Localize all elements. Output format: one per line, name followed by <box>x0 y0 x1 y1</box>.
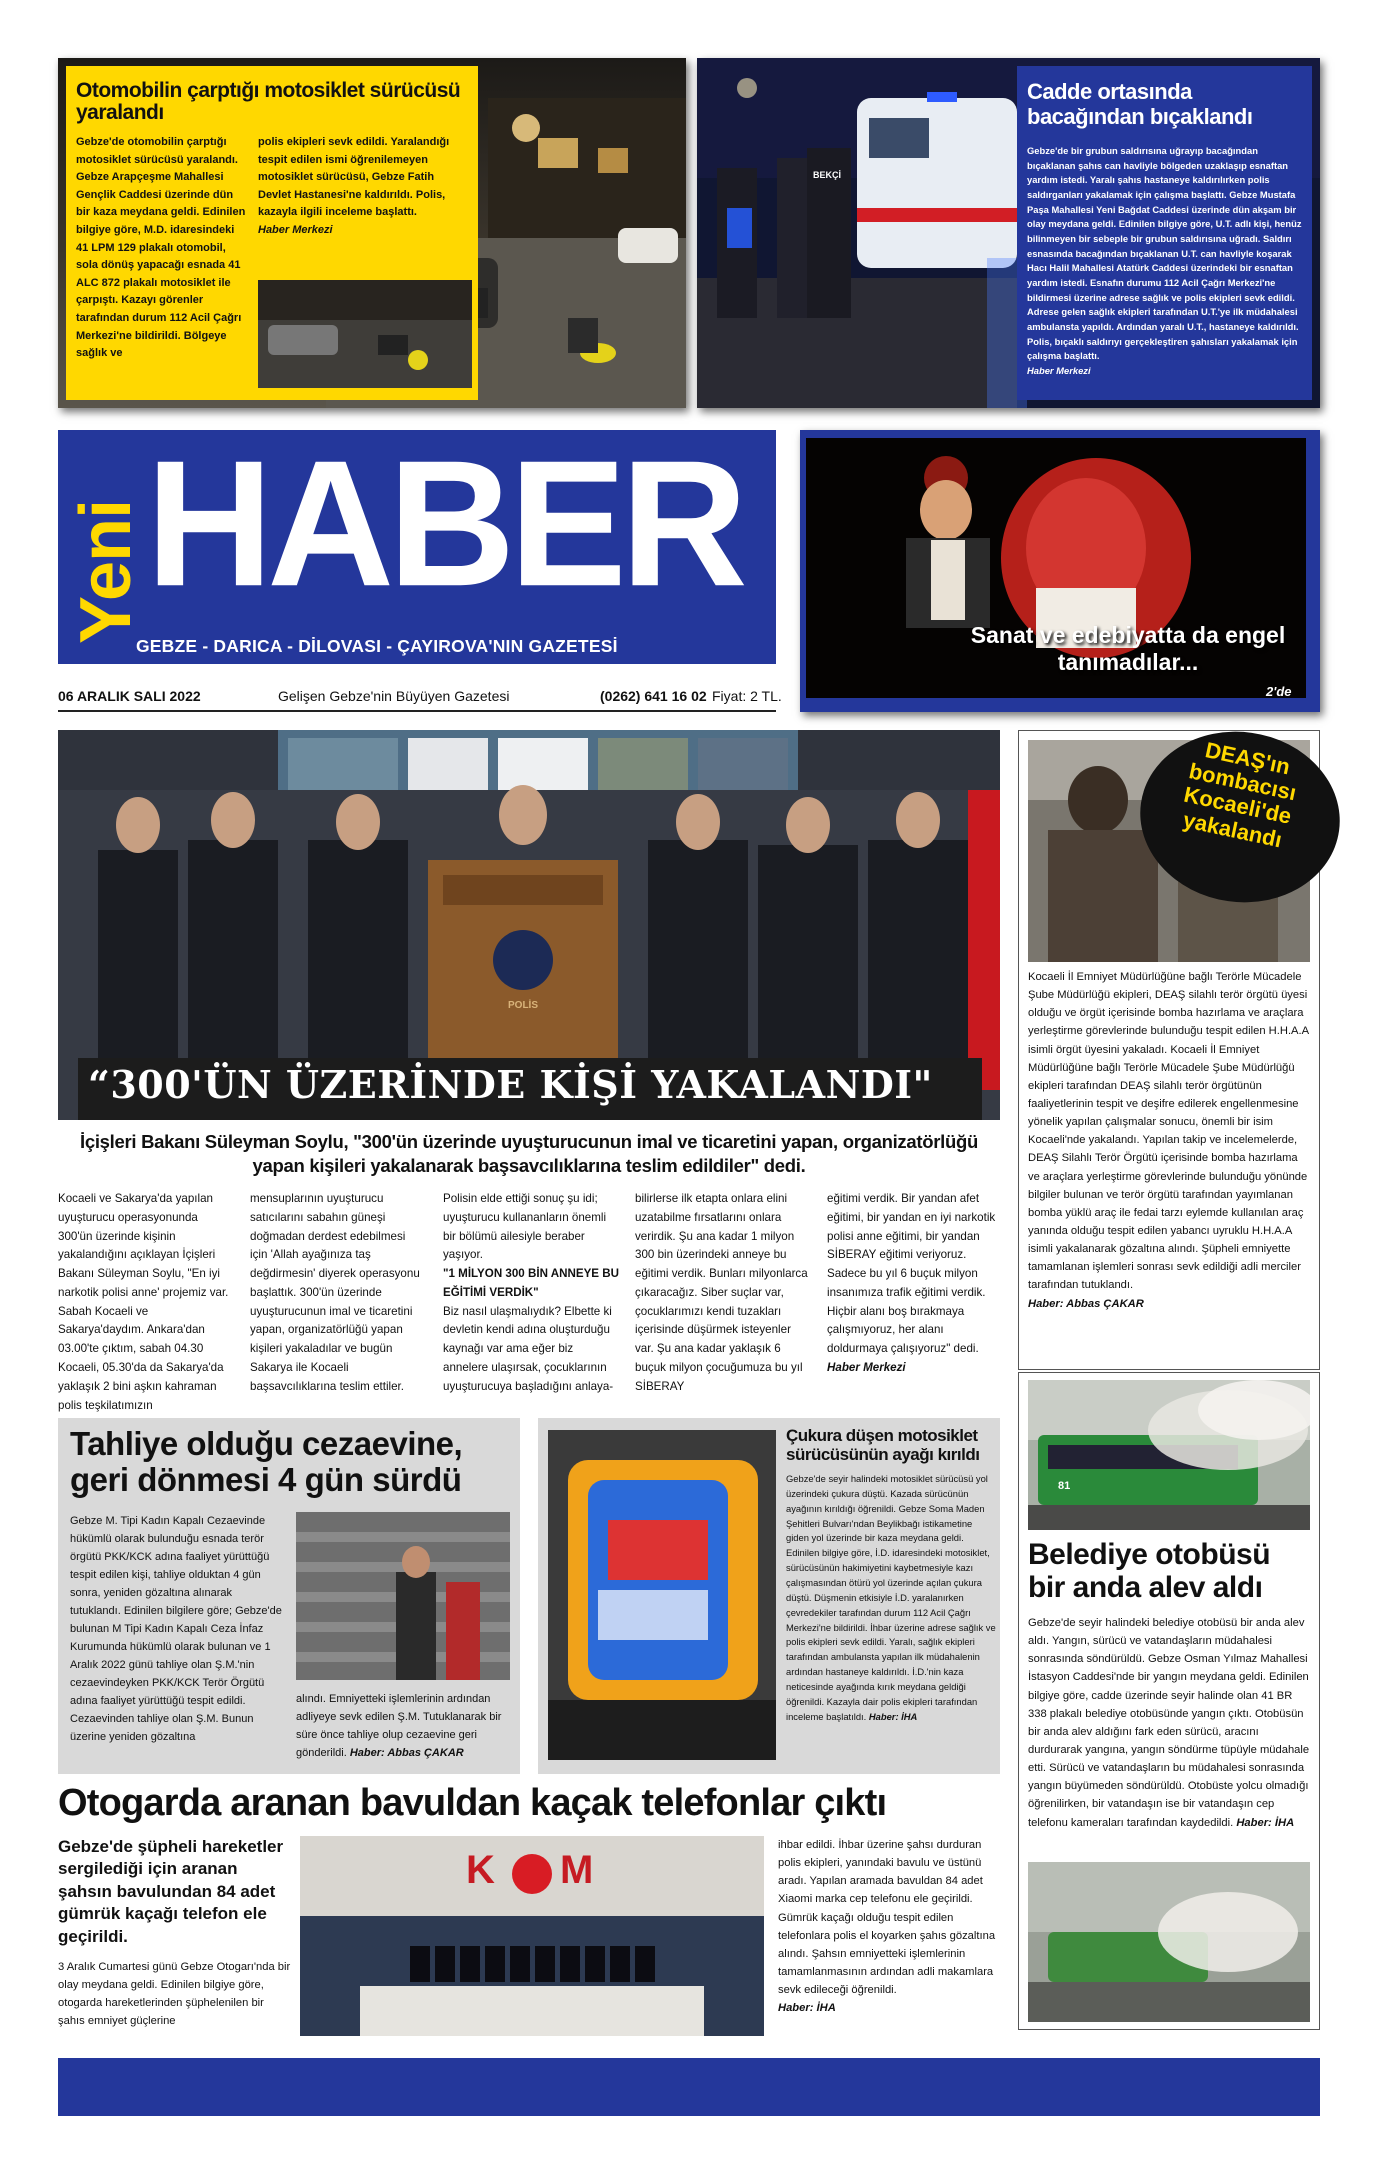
main-headline: “300'ÜN ÜZERİNDE KİŞİ YAKALANDI" <box>88 1062 933 1107</box>
otogar-lead: Gebze'de şüpheli hareketler sergilediği için aranan şahsın bavulundan 84 adet gümrük kaçağı telefon ele geçirildi. <box>58 1837 284 1946</box>
bus-fire-photo-2 <box>1028 1862 1310 2022</box>
tahliye-col2: alındı. Emniyetteki işlemlerinin ardından adliyeye sevk edilen Ş.M. Tutuklanarak bir süre önce tahliye olup cezaevine geri gönderildi. <box>296 1693 502 1760</box>
masthead-phone: (0262) 641 16 02 <box>600 688 707 704</box>
otogar-byline: Haber: İHA <box>778 2002 836 2015</box>
accident-inset-photo <box>258 280 472 388</box>
otobus-byline: Haber: İHA <box>1236 1816 1295 1829</box>
footer-bar <box>58 2058 1320 2116</box>
masthead-info-divider <box>58 710 776 712</box>
top-left-story <box>58 58 686 408</box>
masthead-date: 06 ARALIK SALI 2022 <box>58 688 201 704</box>
tahliye-col2-block <box>296 1690 512 1762</box>
main-byline: Haber Merkezi <box>827 1361 906 1375</box>
cukur-headline: Çukura düşen motosiklet sürücüsünün ayağı kırıldı <box>786 1426 980 1465</box>
main-col2: mensuplarının uyuşturucu satıcılarını sabahın güneşi doğmadan derdest edebilmesi için 'Allah ayağınıza taş değdirmesin' diyerek operasyonu başlattık. 300'ün üzerinde uyuşturucunun imal ve ticaretini yapan, organizatörlüğü yapan kişileri yakaladılar ve bugün Sakarya ile Kocaeli başsavcılıklarına teslim ettiler. <box>250 1192 420 1393</box>
top-right-body: Gebze'de bir grubun saldırısına uğrayıp bacağından bıçaklanan şahıs can havliyle bölgeden uzaklaşıp esnaftan yardım istedi. Yaralı şahıs hastaneye kaldırılırken polis saldırganları yakalamak için çalışma başlattı. Gebze Mustafa Paşa Mahallesi Yeni Bağdat Caddesi üzerinde dün akşam bir olay meydana geldi. Edinilen bilgiye göre, U.T. adlı kişi, henüz bilinmeyen bir sebeple bir grubun saldırısına uğradı. Saldırı esnasında bacağından bıçaklanan U.T. can havliyle koşarak Hacı Halil Mahallesi Atatürk Caddesi üzerindeki bir esnaftan yardım istedi. Esnafın durumu 112 Acil Çağrı Merkezi'ne bildirmesi üzerine adrese sağlık ve polis ekipleri sevk edildi. Adrese gelen sağlık ekipleri tarafından U.T.'ye ilk müdahalesi ambulansta yapıldı. Ardından yaralı U.T., hastaneye kaldırıldı. Polis, bıçaklı saldırıyı gerçekleştiren şahısları yakalamak için çalışma başlattı. <box>1027 145 1302 362</box>
masthead-yeni: Yeni <box>66 499 146 644</box>
otogar-headline: Otogarda aranan bavuldan kaçak telefonlar çıktı <box>58 1782 887 1824</box>
podium-label: POLİS <box>508 1000 539 1011</box>
bus-fire-photo-1 <box>1028 1380 1310 1530</box>
cukur-byline: Haber: İHA <box>868 1710 918 1722</box>
masthead-subtitle: GEBZE - DARICA - DİLOVASI - ÇAYIROVA'NIN GAZETESİ <box>136 636 618 656</box>
top-right-headline: Cadde ortasında bacağından bıçaklandı <box>1027 79 1253 129</box>
main-col3-text-a: Polisin elde ettiği sonuç şu idi; uyuşturucu kullananların önemli bir bölümü ailesiyle beraber yaşıyor. <box>443 1192 607 1262</box>
main-col3-subhead: "1 MİLYON 300 BİN ANNEYE BU EĞİTİMİ VERDİK" <box>443 1267 620 1299</box>
main-col1: Kocaeli ve Sakarya'da yapılan uyuşturucu operasyonunda 300'ün üzerinde kişinin yakalandığını açıklayan İçişleri Bakanı Süleyman Soylu, "En iyi narkotik polisi anne' projemiz var. Sabah Kocaeli ve Sakarya'daydım. Ankara'dan 03.00'te çıktım, sabah 04.30 Kocaeli, 05.30'da da Sakarya'da yaklaşık 2 bini aşkın kahraman polis teşkilatımızın <box>58 1192 229 1412</box>
top-left-col2 <box>258 134 470 240</box>
otobus-body: Gebze'de seyir halindeki belediye otobüsü bir anda alev aldı. Yangın, sürücü ve vatandaşların müdahalesi sonrasında söndürüldü. Gebze Osman Yılmaz Mahallesi İstasyon Caddesi'nde bir yangın meydana geldi. Edinilen bilgiye göre, cadde üzerinde seyir halinde olan 41 BR 338 plakalı belediye otobüsünde yangın çıktı. Otobüsün bir anda alev aldığını fark eden sürücü, aracını durdurarak yangına, yangın söndürme tüpüyle müdahale etti. Sürücü ve vatandaşların bu müdahalesi sonrasında yangın büyümeden söndürüldü. Otobüste yolcu olmadığı öğrenilirken, bir vatandaşın ise bir vatandaşın cep telefonu kameraları tarafından kaydedildi. <box>1028 1617 1310 1829</box>
otogar-col1: 3 Aralık Cumartesi günü Gebze Otogarı'nda bir olay meydana geldi. Edinilen bilgiye göre, otogarda hareketlerinden şüphelenilen bir şahıs emniyet güçlerine <box>58 1961 291 2028</box>
main-deck: İçişleri Bakanı Süleyman Soylu, "300'ün üzerinde uyuşturucunun imal ve ticaretini yapan, organizatörlüğü yapan kişileri yakalanarak başsavcılıklarına teslim edildiler" dedi. <box>80 1131 978 1177</box>
main-col5-text: eğitimi verdik. Bir yandan afet eğitimi, bir yandan en iyi narkotik polisi anne eğitimi, bir yandan SİBERAY eğitimi veriyoruz. Sadece bu yıl 6 buçuk milyon insanımıza trafik eğitimi verdik. Hiçbir alanı boş bırakmaya çalışmıyoruz, her alanı doldurmaya çalışıyoruz" dedi. <box>827 1192 996 1356</box>
tahliye-headline: Tahliye olduğu cezaevine, geri dönmesi 4 gün sürdü <box>70 1425 463 1499</box>
top-left-byline: Haber Merkezi <box>258 223 333 236</box>
bekci-vehicle-text: BEKÇİ <box>813 170 842 180</box>
otogar-col2: ihbar edildi. İhbar üzerine şahsı durduran polis ekipleri, yanındaki bavulu ve üstünü aradı. Yapılan aramada bavuldan 84 adet Xiaomi marka cep telefonu ele geçirildi. Gümrük kaçağı olduğu tespit edilen telefonlara polis el koyarken şahıs gözaltına alındı. Şahsın emniyetteki işlemlerinin tamamlanmasının ardından adli makamlara sevk edileceği öğrenildi. <box>778 1839 996 1997</box>
masthead-price: Fiyat: 2 TL. <box>712 688 782 704</box>
deas-body: Kocaeli İl Emniyet Müdürlüğüne bağlı Terörle Mücadele Şube Müdürlüğü ekipleri, DEAŞ silahlı terör örgütü üyesi olduğu ve örgüt içerisinde bomba hazırlama ve araçlara yerleştirme görevlerinde bulunduğu tespit edilen H.H.A.A isimli örgüt üyesini yakaladı. Kocaeli İl Emniyet Müdürlüğüne bağlı Terörle Mücadele Şube Müdürlüğü ekipleri tarafından DEAŞ silahlı terör örgütünün faaliyetlerinin tespit ve deşifre edilerek engellenmesine yönelik yapılan çalışmalar sonucu, önemli bir isim Kocaeli'nde yakalandı. Yapılan takip ve incelemelerde, DEAŞ Silahlı Terör Örgütü içerisinde bomba hazırlama ve araçlara yerleştirme görevlerinde bulunduğu yönünde bilgiler bulunan ve terör örgütü tarafından yayımlanan bomba yüklü araç ile fedai tarzı eylemde kullanılan araç yanında olduğu tespit edilen yabancı uyruklu H.H.A.A isimli yakalanarak gözaltına alındı. Şüpheli emniyette tamamlanan işlemleri sonrası sevk edildiği adli merciler tarafından tutuklandı. <box>1028 971 1309 1292</box>
deas-headline: DEAŞ'ın bombacısı Kocaeli'de yakalandı <box>1180 737 1299 852</box>
deas-byline: Haber: Abbas ÇAKAR <box>1028 1297 1144 1310</box>
top-left-col1: Gebze'de otomobilin çarptığı motosiklet sürücüsü yaralandı. Gebze Arapçeşme Mahallesi Gençlik Caddesi üzerinde dün bir kaza meydana geldi. Edinilen bilgiye göre, M.D. idaresindeki 41 LPM 129 plakalı otomobil, sola dönüş yapacağı esnada 41 ALC 872 plakalı motosiklet ile çarpıştı. Kazayı görenler tarafından durum 112 Acil Çağrı Merkezi'ne bildirildi. Bölgeye sağlık ve <box>76 136 246 360</box>
main-col5 <box>827 1190 997 1378</box>
top-right-body-block <box>1027 144 1305 379</box>
bus-number: 81 <box>1058 1480 1071 1492</box>
masthead-slogan: Gelişen Gebze'nin Büyüyen Gazetesi <box>278 688 510 704</box>
top-left-col2-text: polis ekipleri sevk edildi. Yaralandığı tespit edilen ismi öğrenilemeyen motosiklet sürücüsü, Gebze Fatih Devlet Hastanesi'ne kaldırıldı. Polis, kazayla ilgili inceleme başlattı. <box>258 136 450 219</box>
otobus-headline: Belediye otobüsü bir anda alev aldı <box>1028 1538 1271 1604</box>
otogar-col2-block <box>778 1836 1000 2017</box>
ambulance-photo <box>548 1430 776 1760</box>
deas-body-block <box>1028 968 1312 1313</box>
main-col4: bilirlerse ilk etapta onlara elini uzatabilme fırsatlarını onlara verirdik. Şu ana kadar 1 milyon 300 bin üzerindeki anneye bu eğitimi verdik. Bunları milyonlarca çıkaracağız. Siber suçlar var, çocuklarımızı kendi tuzakları içerisinde düşürmek isteyenler var. Şu ana kadar yaklaşık 6 buçuk milyon çocuğumuza bu yıl SİBERAY <box>635 1192 808 1393</box>
top-left-headline: Otomobilin çarptığı motosiklet sürücüsü yaralandı <box>76 79 461 125</box>
masthead-haber: HABER <box>146 424 742 624</box>
main-col3 <box>443 1190 621 1397</box>
tahliye-byline: Haber: Abbas ÇAKAR <box>349 1747 464 1760</box>
prison-photo <box>296 1512 510 1680</box>
cukur-body-block <box>786 1472 996 1725</box>
kom-letter-left: K <box>466 1848 495 1892</box>
kom-letter-right: M <box>560 1848 594 1892</box>
tahliye-col1: Gebze M. Tipi Kadın Kapalı Cezaevinde hükümlü olarak bulunduğu esnada terör örgütü PKK/KCK adına faaliyet yürüttüğü tespit edilen kişi, tahliye olduktan 4 gün sonra, yeniden gözaltına alınarak tutuklandı. Edinilen bilgilere göre; Gebze'de bulunan M Tipi Kadın Kapalı Ceza İnfaz Kurumunda hükümlü olarak bulunan ve 1 Aralık 2022 günü tahliye olan Ş.M.'nin cezaevindeyken PKK/KCK Terör Örgütü adına faaliyet yürüttüğü tespit edildi. Cezaevinden tahliye olan Ş.M. Bunun üzerine yeniden gözaltına <box>70 1515 282 1744</box>
otobus-body-block <box>1028 1614 1312 1832</box>
promo-page-ref: 2'de <box>1266 684 1292 699</box>
promo-caption: Sanat ve edebiyatta da engel tanımadılar... <box>970 622 1286 675</box>
main-col3-text-b: Biz nasıl ulaşmalıydık? Elbette ki devletin kendi adına oluşturduğu kaynağı var ama eğer biz annelere ulaşırsak, çocuklarının uyuşturucuya başladığını anlaya- <box>443 1304 614 1393</box>
top-right-story <box>697 58 1320 408</box>
phones-photo <box>300 1836 764 2036</box>
top-right-byline: Haber Merkezi <box>1027 365 1091 377</box>
cukur-body: Gebze'de seyir halindeki motosiklet sürücüsü yol üzerindeki çukura düştü. Kazada sürücünün ayağının kırıldığı öğrenildi. Gebze Soma Maden Şehitleri Bulvarı'ndan Beylikbağı istikametine giden yol üzerinde bir kaza meydana geldi. Edinilen bilgiye göre, İ.D. idaresindeki motosiklet, sürücüsünün hakimiyetini kaybetmesiyle kazı çalışmasından ötürü yol üzerinde açılan çukura düştü. Düşmenin etkisiyle İ.D. yaralanırken çevredekiler tarafından durum 112 Acil Çağrı Merkezi'ne bildirildi. İhbar üzerine adrese sağlık ve polis ekipleri sevk edildi. Yaralı, sağlık ekipleri tarafından ambulansta yapılan ilk müdahalenin ardından hastaneye kaldırıldı. İ.D.'nin kaza neticesinde ayağında kırık meydana geldiği öğrenildi. Kazayla dair polis ekipleri tarafından inceleme başlatıldı. <box>786 1473 996 1722</box>
